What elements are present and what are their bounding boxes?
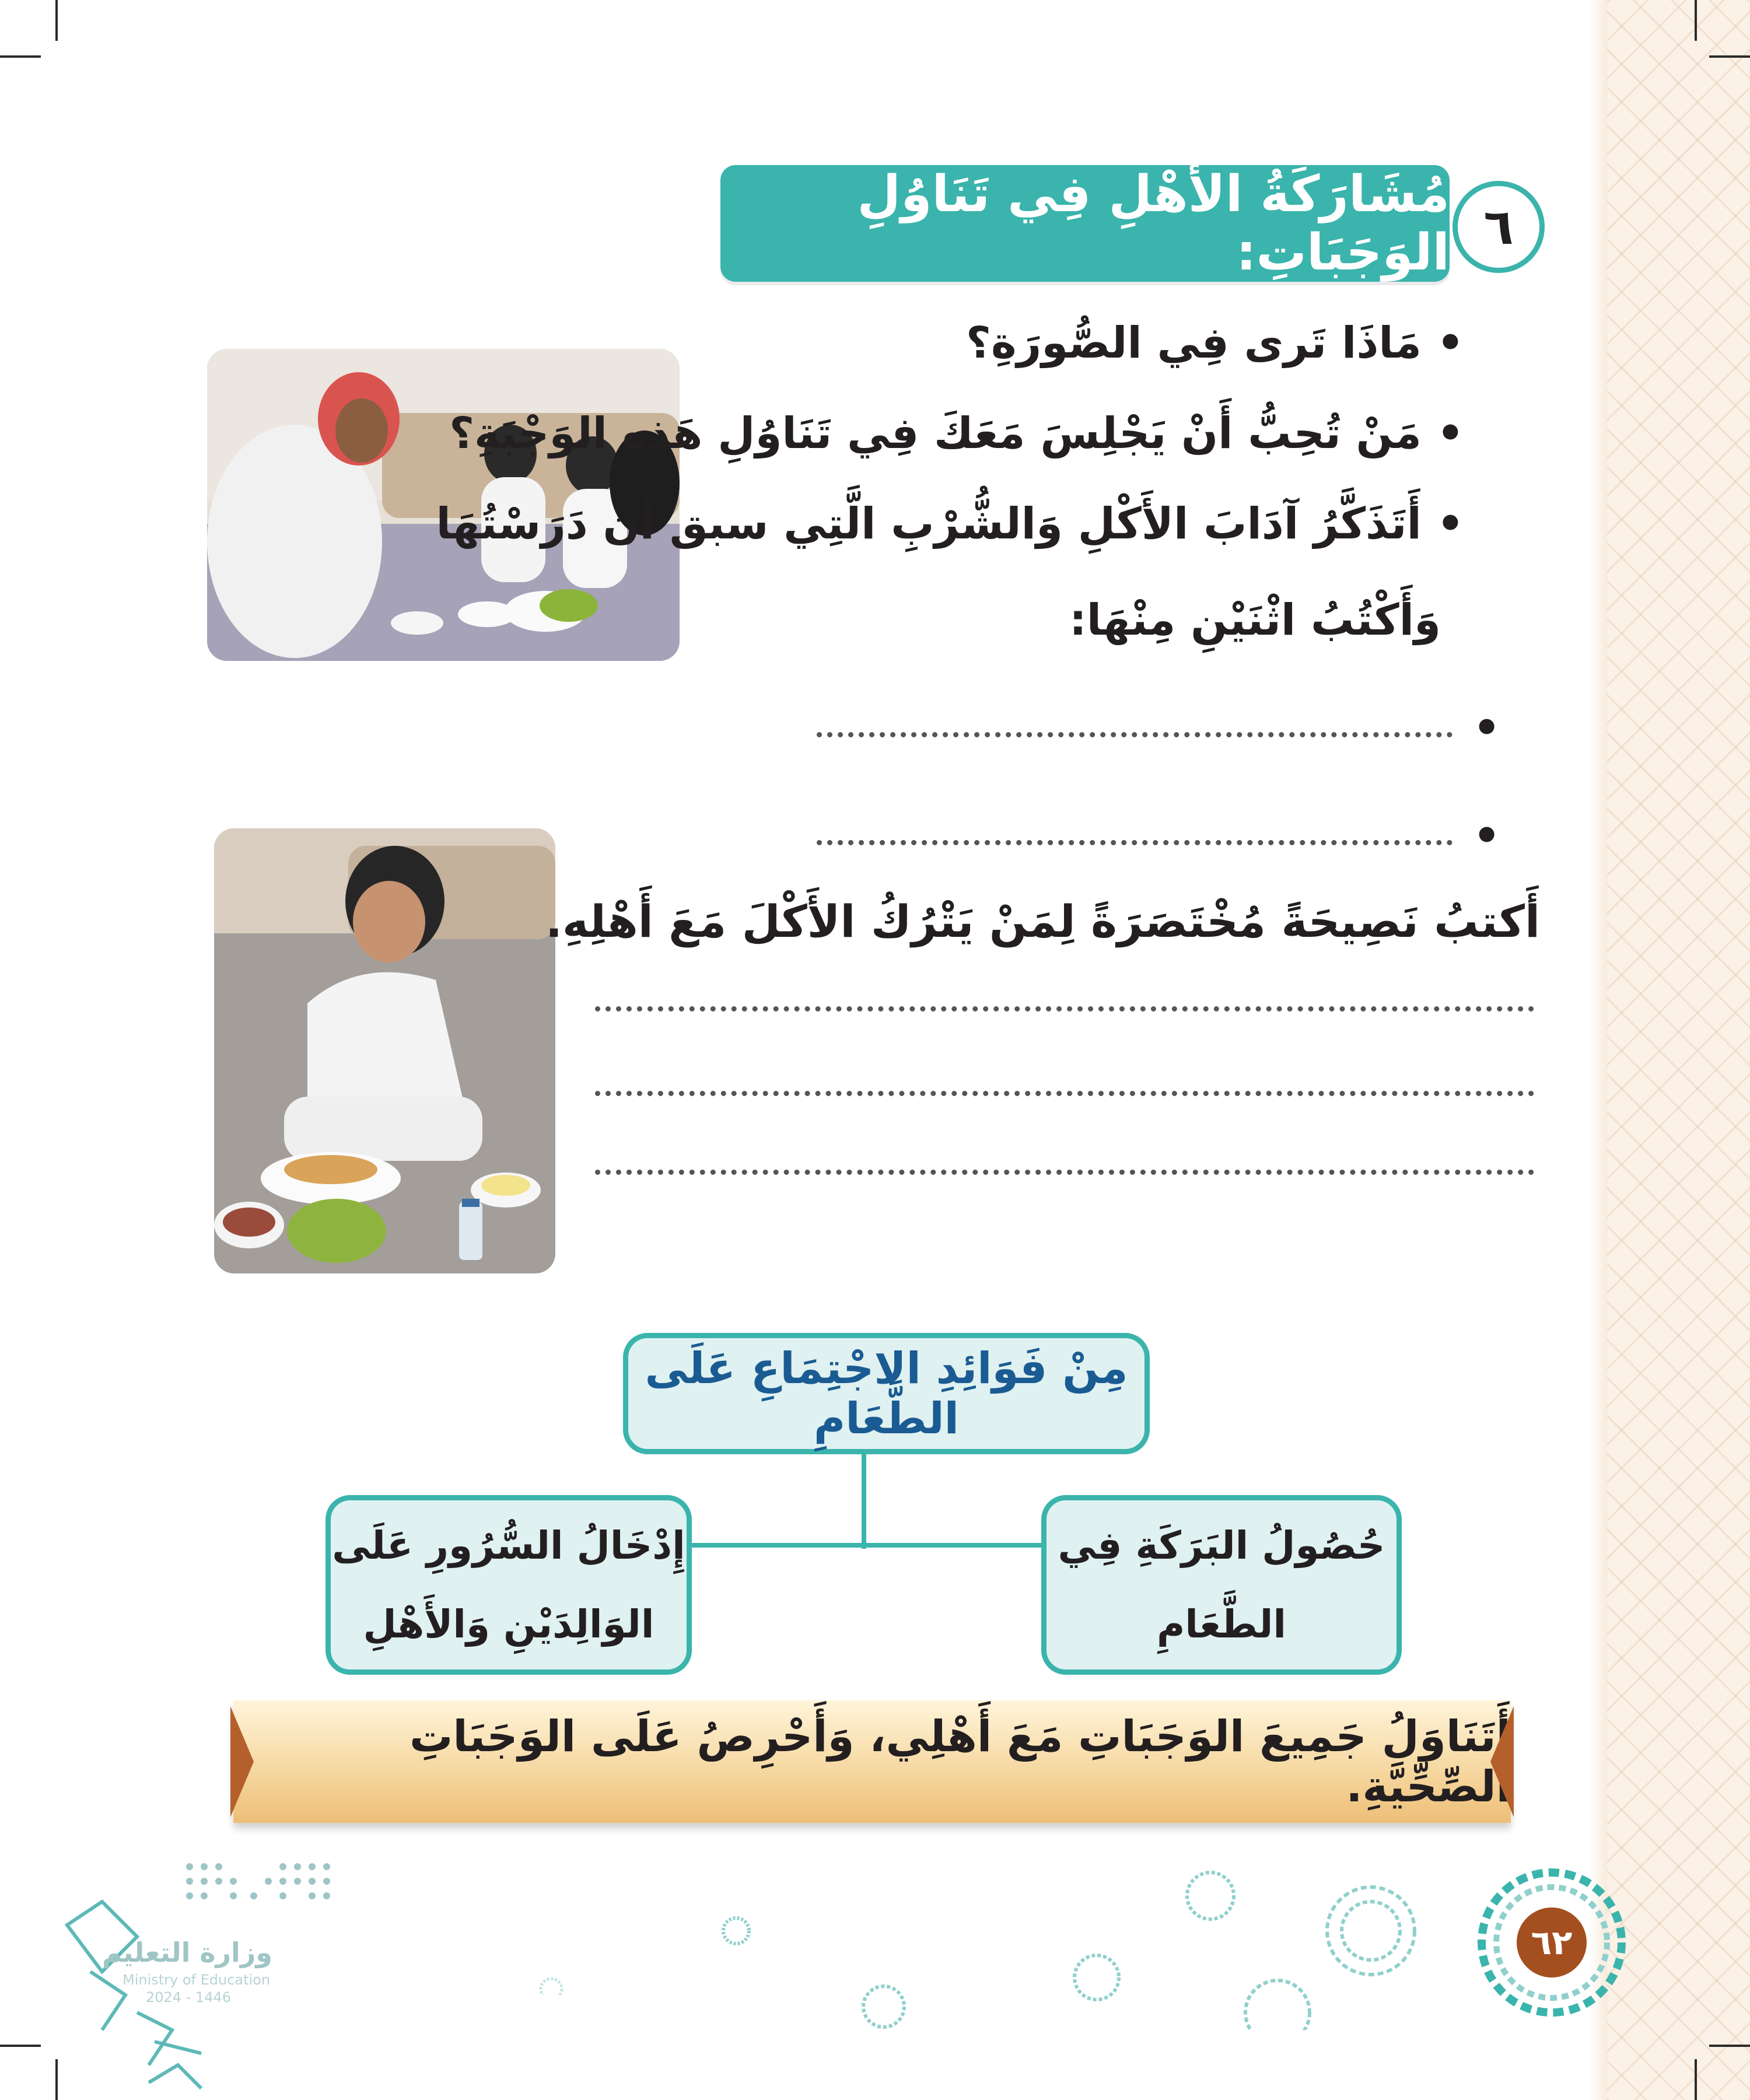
- lesson-title-banner: [720, 165, 1450, 282]
- question-3-continued: [1069, 595, 1441, 645]
- crop-mark: [0, 2045, 41, 2047]
- crop-mark: [1695, 0, 1697, 41]
- benefits-heading-box: [623, 1333, 1150, 1454]
- summary-banner-text: أَتَنَاوَلُ جَمِيعَ الوَجَبَاتِ مَعَ أَهْلِي، وَأَحْرِصُ عَلَى الوَجَبَاتِ الصِّحِّيَّةِ.: [410, 1712, 1511, 1812]
- question-1-text: مَاذَا تَرى فِي الصُّورَةِ؟: [966, 318, 1422, 368]
- decorative-margin: [1607, 0, 1750, 2100]
- lesson-number-badge: [1452, 181, 1545, 273]
- benefit-blessing-text: [1058, 1506, 1385, 1664]
- answer-line-1[interactable]: [817, 732, 1452, 737]
- question-2-text: مَنْ تُحِبُّ أَنْ يَجْلِسَ مَعَكَ فِي تَنَاوُلِ هَذِهِ الوَجْبَةِ؟: [449, 408, 1422, 459]
- advice-line-1[interactable]: [595, 1006, 1534, 1012]
- benefit-box-happiness: [326, 1495, 692, 1675]
- page-number: ٦٢: [1531, 1923, 1573, 1962]
- crop-mark: [1695, 2059, 1697, 2100]
- bullet: •: [1436, 499, 1464, 549]
- decorative-margin-fade: [1590, 0, 1607, 2100]
- advice-line-3[interactable]: [595, 1170, 1534, 1175]
- connector-horizontal: [677, 1543, 1044, 1548]
- banner-left-end: [230, 1706, 254, 1817]
- benefit-blessing-line-2: الطَّعَامِ: [1156, 1602, 1287, 1647]
- crop-mark: [1709, 55, 1750, 58]
- boy-eating-illustration: [214, 828, 555, 1273]
- question-3-text: أَتَذَكَّرُ آدَابَ الأَكْلِ وَالشُّرْبِ الَّتِي سبق أن دَرَسْتُهَا: [436, 499, 1422, 549]
- advice-prompt: [545, 895, 1540, 947]
- connector-vertical: [862, 1444, 866, 1549]
- benefit-happiness-text: [332, 1506, 685, 1664]
- benefits-heading: مِنْ فَوَائِدِ الاجْتِمَاعِ عَلَى الطَّعَامِ: [645, 1343, 1128, 1444]
- summary-banner: [233, 1700, 1511, 1823]
- bullet: •: [1436, 408, 1464, 459]
- crop-mark: [55, 0, 58, 41]
- benefit-blessing-line-1: حُصُولُ البَرَكَةِ فِي: [1058, 1523, 1385, 1568]
- benefit-happiness-line-1: إِدْخَالُ السُّرُورِ عَلَى: [332, 1523, 685, 1568]
- ministry-logo-subtitle: Ministry of Education: [123, 1972, 271, 1988]
- bullet: •: [1436, 318, 1464, 368]
- benefit-box-blessing: [1041, 1495, 1402, 1675]
- question-1: [966, 318, 1464, 368]
- banner-right-end: [1490, 1706, 1514, 1817]
- crop-mark: [0, 55, 41, 58]
- boy-eating-photo: [214, 828, 555, 1273]
- answer-line-2[interactable]: [817, 840, 1452, 845]
- question-3-continued-text: وَأَكْتُبُ اثْنَيْنِ مِنْهَا:: [1069, 595, 1441, 645]
- question-3: [436, 499, 1464, 549]
- page-number-badge: [1517, 1908, 1587, 1978]
- benefit-happiness-line-2: الوَالِدَيْنِ وَالأَهْلِ: [363, 1602, 654, 1647]
- answer-bullet-1: •: [1473, 703, 1501, 753]
- advice-line-2[interactable]: [595, 1091, 1534, 1096]
- crop-mark: [1709, 2045, 1750, 2047]
- ministry-logo-name: وزارة التعليم: [102, 1937, 272, 1968]
- lesson-title: مُشَارَكَةُ الأَهْلِ فِي تَنَاوُلِ الوَجَبَاتِ:: [857, 165, 1450, 282]
- answer-bullet-2: •: [1473, 811, 1501, 861]
- lesson-number: ٦: [1483, 198, 1514, 256]
- question-2: [449, 408, 1464, 459]
- ministry-logo-year: 2024 - 1446: [146, 1989, 232, 2006]
- decorative-rosettes: [642, 1855, 1633, 2030]
- advice-prompt-text: أَكتبُ نَصِيحَةً مُخْتَصَرَةً لِمَنْ يَتْرُكُ الأَكْلَ مَعَ أَهْلِهِ.: [545, 895, 1540, 947]
